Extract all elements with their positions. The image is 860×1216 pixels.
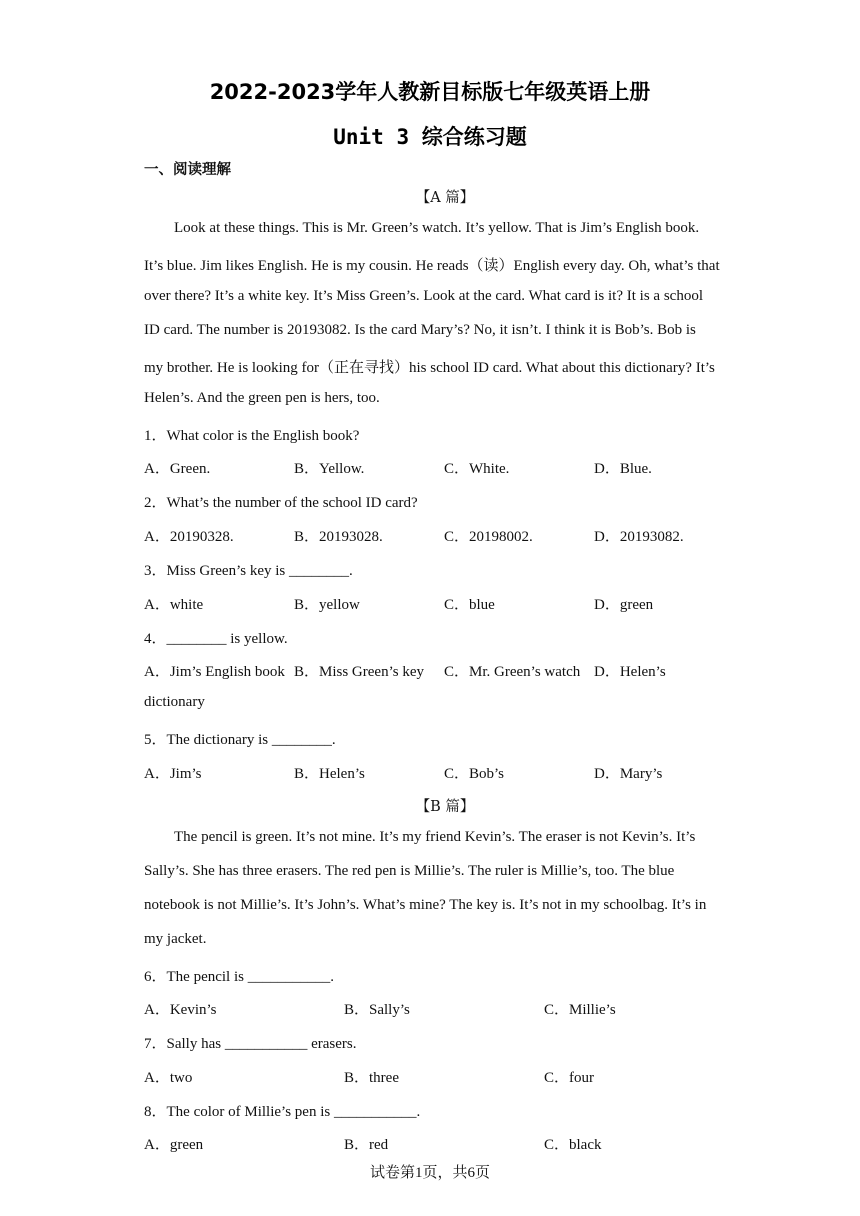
exam-title: 2022-2023学年人教新目标版七年级英语上册 bbox=[209, 80, 651, 104]
answer-option: B．Helen’s bbox=[294, 766, 365, 782]
answer-option: C．Millie’s bbox=[544, 1002, 616, 1018]
page-number-footer: 试卷第1页，共6页 bbox=[369, 1165, 490, 1181]
answer-option: D．Mary’s bbox=[594, 766, 663, 782]
section-heading: 一、阅读理解 bbox=[144, 162, 231, 178]
passage-a-line: over there? It’s a white key. It’s Miss Green’s. Look at the card. What card is it? It is a school bbox=[144, 288, 703, 304]
answer-option: B．three bbox=[344, 1070, 399, 1086]
passage-a-line: Look at these things. This is Mr. Green’s watch. It’s yellow. That is Jim’s English book. bbox=[174, 220, 700, 236]
answer-option: A．green bbox=[144, 1137, 204, 1153]
answer-option: C．White. bbox=[444, 461, 510, 477]
answer-option: B．20193028. bbox=[294, 529, 383, 545]
answer-option: C．four bbox=[544, 1070, 594, 1086]
passage-b-line: my jacket. bbox=[144, 931, 207, 947]
answer-option: D．Blue. bbox=[594, 461, 652, 477]
question-stem: 1．What color is the English book? bbox=[144, 428, 360, 444]
answer-option: A．Jim’s English book bbox=[144, 664, 285, 680]
answer-option: C．Mr. Green’s watch bbox=[444, 664, 581, 680]
answer-option: A．Kevin’s bbox=[144, 1002, 217, 1018]
answer-option: C．Bob’s bbox=[444, 766, 505, 782]
question-stem: 7．Sally has ___________ erasers. bbox=[144, 1036, 357, 1052]
passage-a-title: 【A 篇】 bbox=[415, 190, 475, 206]
answer-option: A．Green. bbox=[144, 461, 211, 477]
passage-b-line: Sally’s. She has three erasers. The red pen is Millie’s. The ruler is Millie’s, too. The blue bbox=[144, 863, 675, 879]
question-stem: 8．The color of Millie’s pen is ___________. bbox=[144, 1104, 421, 1120]
answer-option: C．black bbox=[544, 1137, 602, 1153]
question-stem: 4．________ is yellow. bbox=[144, 631, 288, 647]
unit-title: Unit 3 综合练习题 bbox=[333, 125, 527, 149]
passage-a-line: It’s blue. Jim likes English. He is my cousin. He reads（读）English every day. Oh, what’s that bbox=[144, 258, 720, 274]
answer-option: A．two bbox=[144, 1070, 193, 1086]
answer-option-continuation: dictionary bbox=[144, 694, 205, 710]
passage-a-line: my brother. He is looking for（正在寻找）his school ID card. What about this dictionary? It’s bbox=[144, 360, 715, 376]
question-stem: 3．Miss Green’s key is ________. bbox=[144, 563, 353, 579]
passage-b-line: The pencil is green. It’s not mine. It’s my friend Kevin’s. The eraser is not Kevin’s. It’s bbox=[174, 829, 696, 845]
answer-option: D．green bbox=[594, 597, 654, 613]
answer-option: A．Jim’s bbox=[144, 766, 202, 782]
answer-option: B．red bbox=[344, 1137, 389, 1153]
answer-option: B．yellow bbox=[294, 597, 360, 613]
question-stem: 2．What’s the number of the school ID card? bbox=[144, 495, 418, 511]
answer-option: B．Sally’s bbox=[344, 1002, 410, 1018]
answer-option: B．Yellow. bbox=[294, 461, 365, 477]
answer-option: B．Miss Green’s key bbox=[294, 664, 424, 680]
answer-option: A．20190328. bbox=[144, 529, 234, 545]
answer-option: A．white bbox=[144, 597, 204, 613]
question-stem: 5．The dictionary is ________. bbox=[144, 732, 336, 748]
passage-b-line: notebook is not Millie’s. It’s John’s. What’s mine? The key is. It’s not in my schoolbag. It’s in bbox=[144, 897, 707, 913]
passage-a-line: ID card. The number is 20193082. Is the card Mary’s? No, it isn’t. I think it is Bob’s. Bob is bbox=[144, 322, 696, 338]
answer-option: C．20198002. bbox=[444, 529, 533, 545]
passage-b-title: 【B 篇】 bbox=[415, 799, 475, 815]
answer-option: C．blue bbox=[444, 597, 495, 613]
answer-option: D．Helen’s bbox=[594, 664, 666, 680]
question-stem: 6．The pencil is ___________. bbox=[144, 969, 334, 985]
passage-a-line: Helen’s. And the green pen is hers, too. bbox=[144, 390, 380, 406]
answer-option: D．20193082. bbox=[594, 529, 684, 545]
